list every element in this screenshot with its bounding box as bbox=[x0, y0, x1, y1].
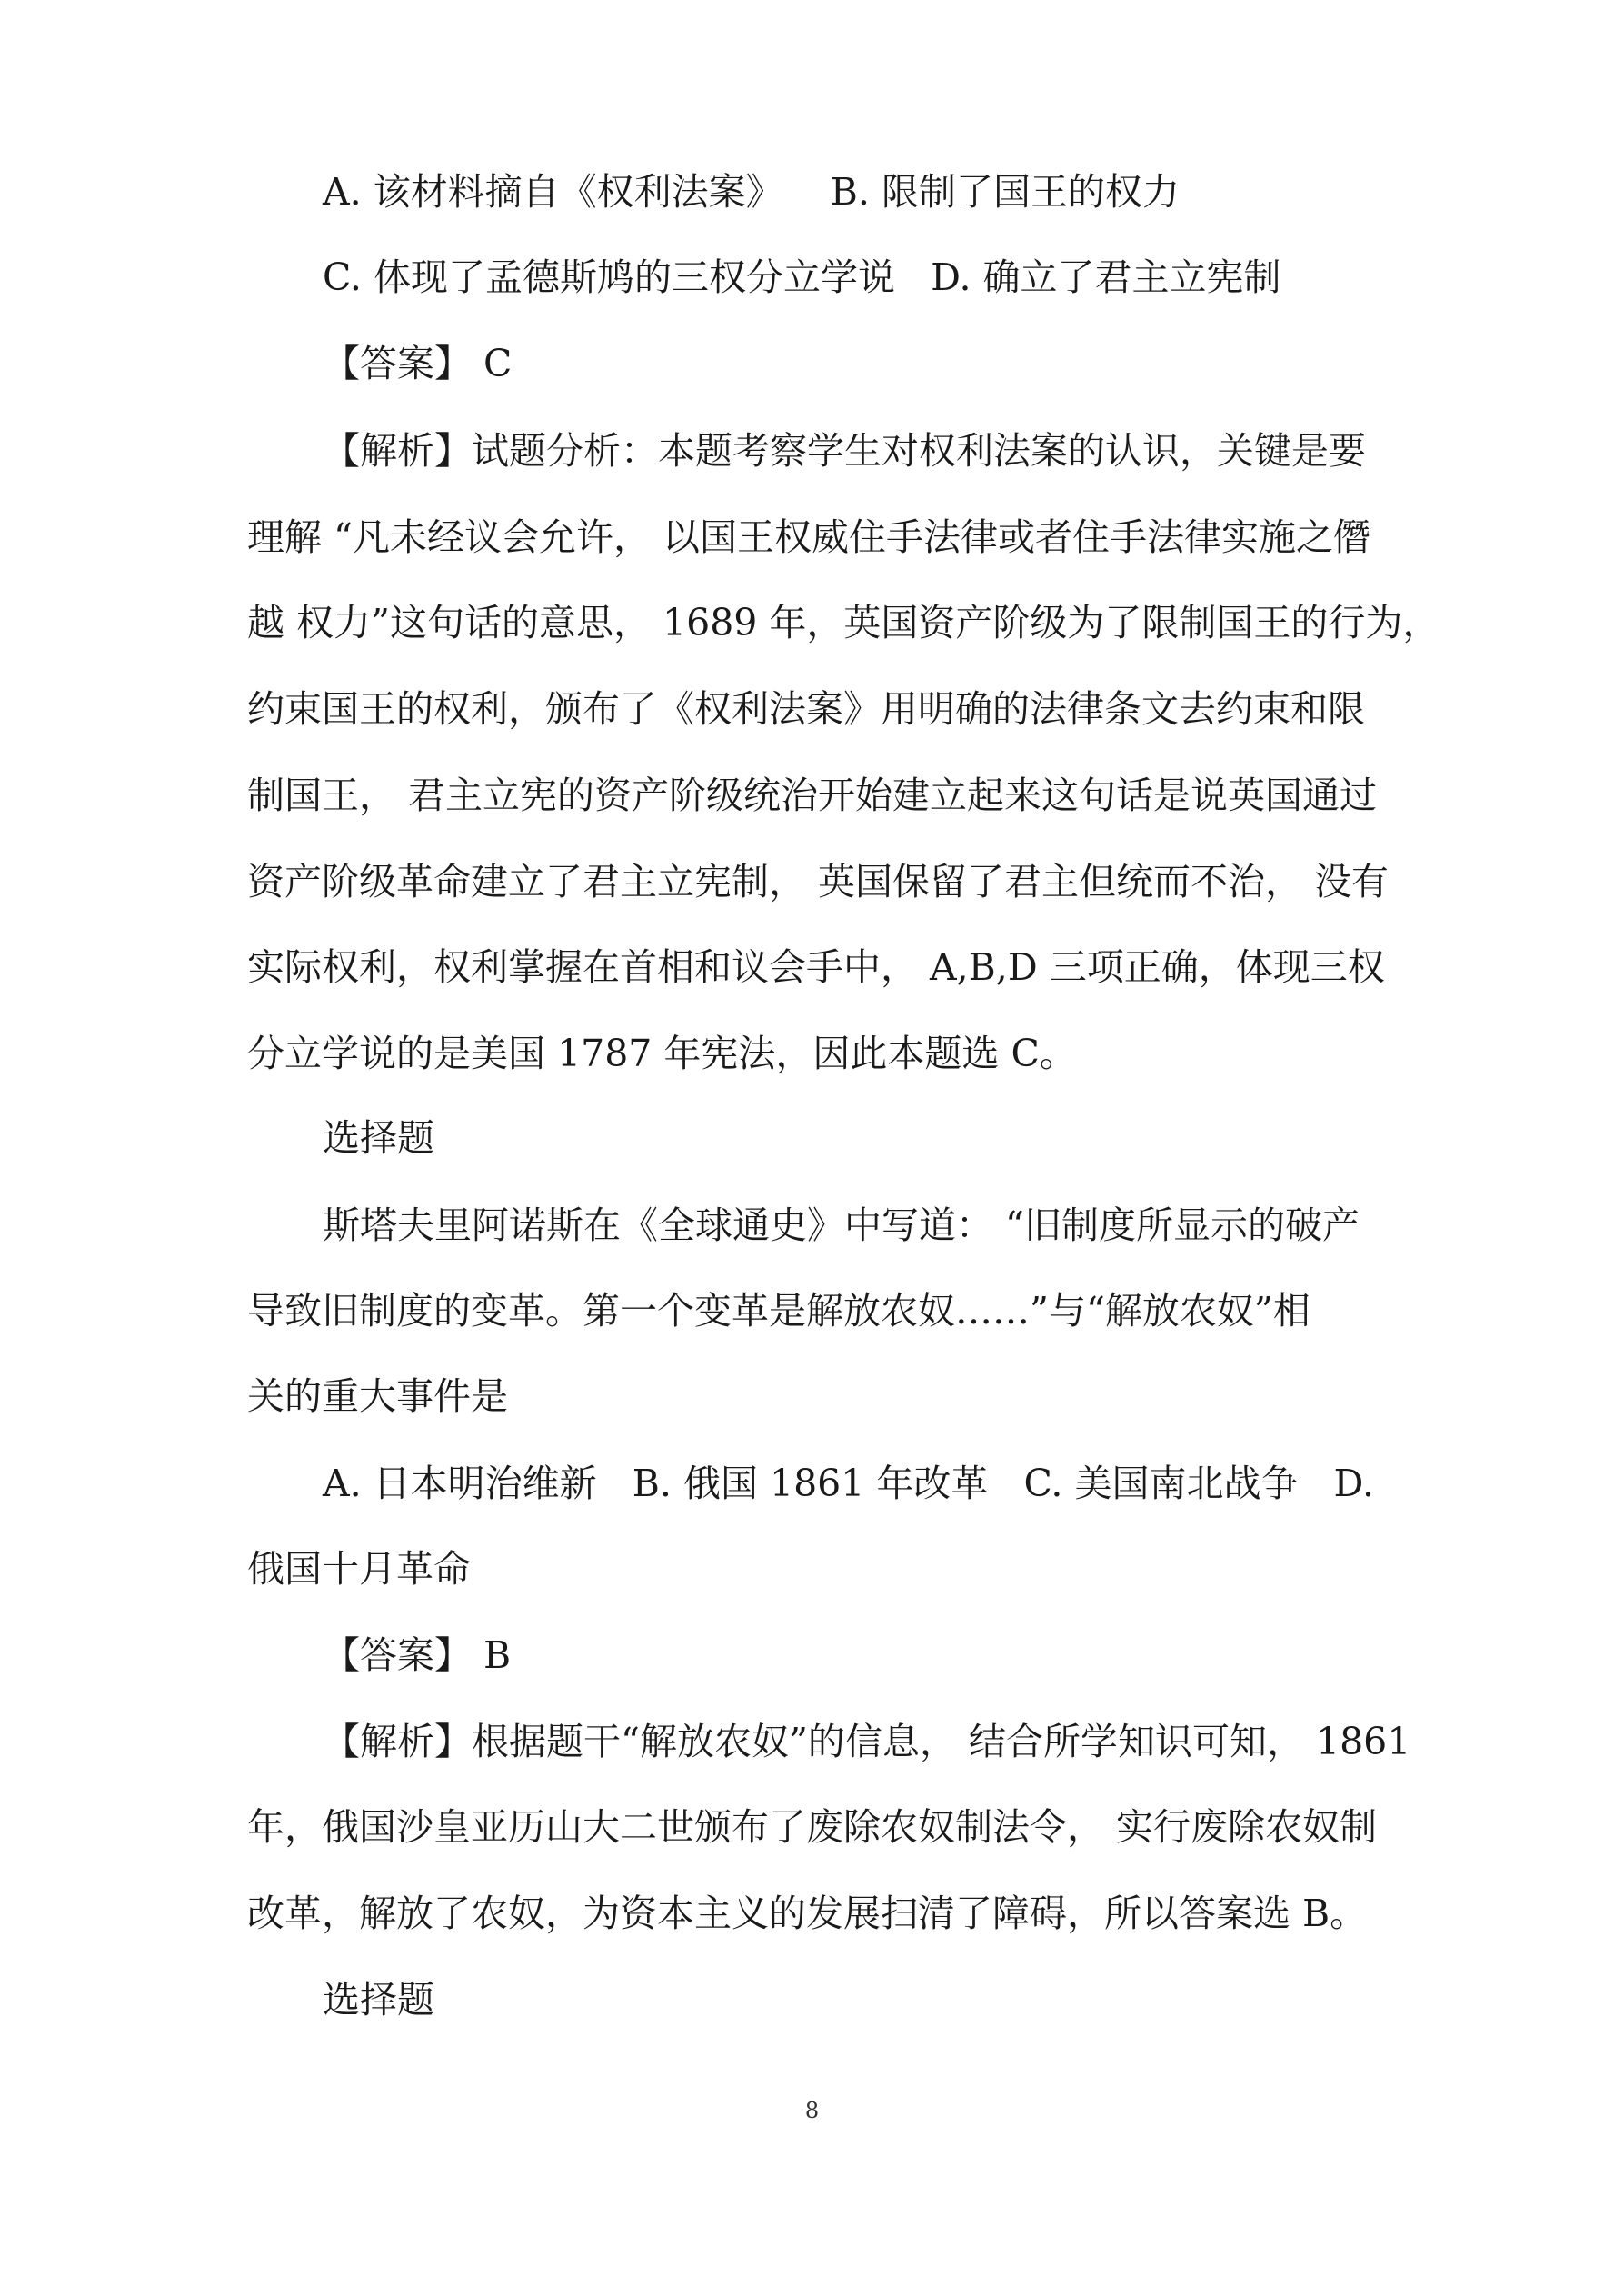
analysis-line: 分立学说的是美国 1787 年宪法，因此本题选 C。 bbox=[247, 1032, 1077, 1075]
question-stem-line: 关的重大事件是 bbox=[247, 1374, 508, 1418]
analysis-line: 实际权利，权利掌握在首相和议会手中， A,B,D 三项正确，体现三权 bbox=[247, 945, 1385, 989]
question-stem-line: 导致旧制度的变革。第一个变革是解放农奴……”与“解放农奴”相 bbox=[247, 1289, 1310, 1333]
answer-line: 【答案】 C bbox=[323, 342, 513, 385]
analysis-line: 制国王， 君主立宪的资产阶级统治开始建立起来这句话是说英国通过 bbox=[247, 774, 1378, 817]
analysis-line: 理解 “凡未经议会允许， 以国王权威住手法律或者住手法律实施之僭 bbox=[247, 515, 1371, 559]
question-stem-line: 斯塔夫里阿诺斯在《全球通史》中写道： “旧制度所显示的破产 bbox=[323, 1203, 1360, 1247]
analysis-line: 越 权力”这句话的意思， 1689 年，英国资产阶级为了限制国王的行为， bbox=[247, 601, 1440, 644]
option-line-continuation: 俄国十月革命 bbox=[247, 1547, 471, 1591]
option-line-c-d: C. 体现了孟德斯鸠的三权分立学说 D. 确立了君主立宪制 bbox=[323, 255, 1281, 299]
question-type-label: 选择题 bbox=[323, 1978, 434, 2021]
option-line-a-b: A. 该材料摘自《权利法案》 B. 限制了国王的权力 bbox=[323, 170, 1180, 214]
answer-line: 【答案】 B bbox=[323, 1633, 512, 1677]
question-type-label: 选择题 bbox=[323, 1116, 434, 1160]
analysis-line: 【解析】根据题干“解放农奴”的信息， 结合所学知识可知， 1861 bbox=[323, 1720, 1411, 1763]
analysis-line: 约束国王的权利，颁布了《权利法案》用明确的法律条文去约束和限 bbox=[247, 687, 1365, 731]
option-line-a-d: A. 日本明治维新 B. 俄国 1861 年改革 C. 美国南北战争 D. bbox=[323, 1462, 1374, 1505]
page-number: 8 bbox=[804, 2098, 820, 2123]
analysis-line: 改革，解放了农奴，为资本主义的发展扫清了障碍，所以答案选 B。 bbox=[247, 1892, 1368, 1935]
analysis-line: 【解析】试题分析：本题考察学生对权利法案的认识，关键是要 bbox=[323, 429, 1366, 473]
analysis-line: 资产阶级革命建立了君主立宪制， 英国保留了君主但统而不治， 没有 bbox=[247, 860, 1390, 903]
analysis-line: 年，俄国沙皇亚历山大二世颁布了废除农奴制法令， 实行废除农奴制 bbox=[247, 1805, 1378, 1849]
